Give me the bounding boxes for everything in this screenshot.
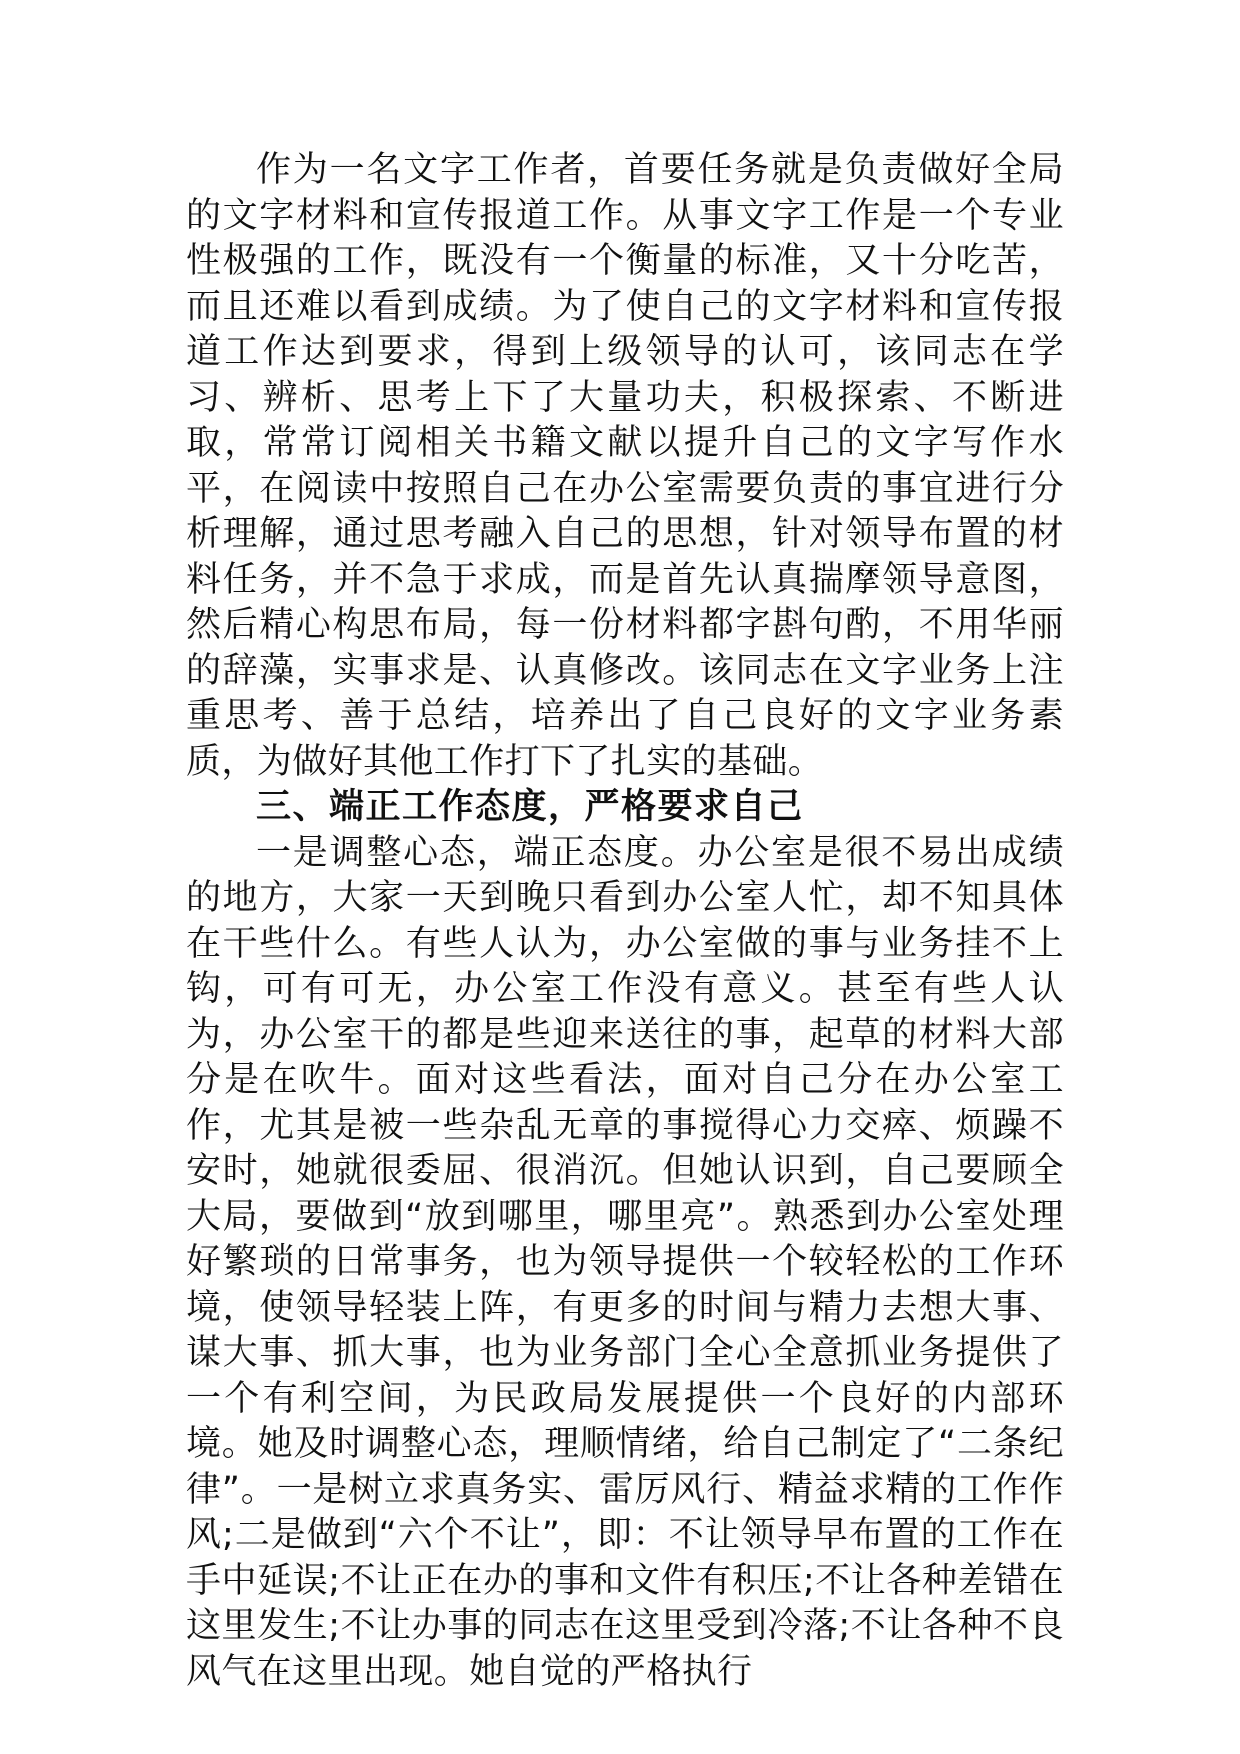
paragraph-attitude: 一是调整心态，端正态度。办公室是很不易出成绩的地方，大家一天到晚只看到办公室人忙，却不知具体在干些什么。有些人认为，办公室做的事与业务挂不上钩，可有可无，办公室工作没有意义。甚至有些人认为，办公室干的都是些迎来送往的事，起草的材料大部分是在吹牛。面对这些看法，面对自己分在办公室工作，尤其是被一些杂乱无章的事搅得心力交瘁、烦躁不安时，她就很委屈、很消沉。但她认识到，自己要顾全大局，要做到“放到哪里，哪里亮”。熟悉到办公室处理好繁琐的日常事务，也为领导提供一个较轻松的工作环境，使领导轻装上阵，有更多的时间与精力去想大事、谋大事、抓大事，也为业务部门全心全意抓业务提供了一个有利空间，为民政局发展提供一个良好的内部环境。她及时调整心态，理顺情绪，给自己制定了“二条纪律”。一是树立求真务实、雷厉风行、精益求精的工作作风;二是做到“六个不让”，即：不让领导早布置的工作在手中延误;不让正在办的事和文件有积压;不让各种差错在这里发生;不让办事的同志在这里受到冷落;不让各种不良风气在这里出现。她自觉的严格执行 bbox=[186, 832, 1064, 1692]
section-heading: 三、端正工作态度，严格要求自己 bbox=[256, 787, 804, 827]
document-body bbox=[186, 148, 1064, 1695]
paragraph-writing-work: 作为一名文字工作者，首要任务就是负责做好全局的文字材料和宣传报道工作。从事文字工作是一个专业性极强的工作，既没有一个衡量的标准，又十分吃苦，而且还难以看到成绩。为了使自己的文字材料和宣传报道工作达到要求，得到上级领导的认可，该同志在学习、辨析、思考上下了大量功夫，积极探索、不断进取，常常订阅相关书籍文献以提升自己的文字写作水平，在阅读中按照自己在办公室需要负责的事宜进行分析理解，通过思考融入自己的思想，针对领导布置的材料任务，并不急于求成，而是首先认真揣摩领导意图，然后精心构思布局，每一份材料都字斟句酌，不用华丽的辞藻，实事求是、认真修改。该同志在文字业务上注重思考、善于总结，培养出了自己良好的文字业务素质，为做好其他工作打下了扎实的基础。 bbox=[186, 150, 1064, 782]
